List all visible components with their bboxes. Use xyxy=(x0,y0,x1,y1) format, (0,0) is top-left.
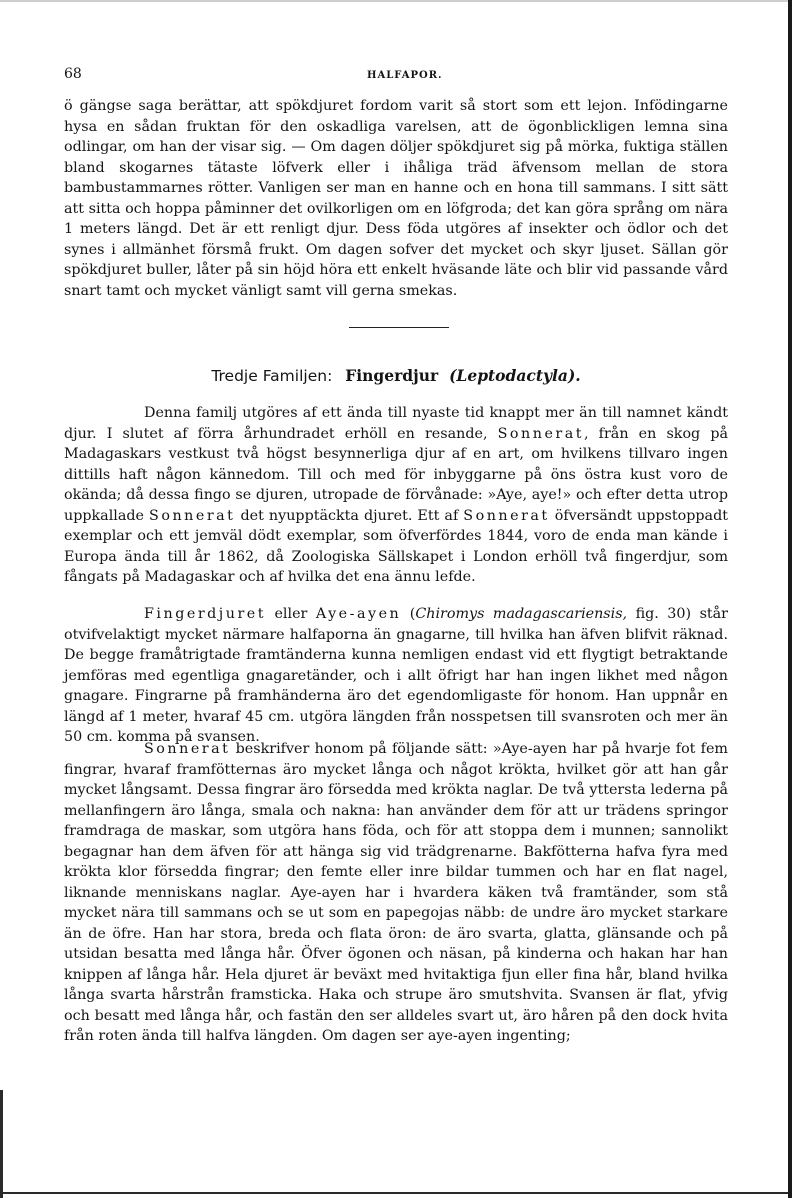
section-heading xyxy=(64,366,728,385)
running-head: HALFAPOR. xyxy=(367,70,443,81)
text-run: ( xyxy=(401,606,416,622)
person-name: Sonnerat xyxy=(497,425,585,442)
scan-edge-bottom xyxy=(0,1192,788,1194)
person-name: Sonnerat xyxy=(144,741,231,757)
page-number: 68 xyxy=(64,66,82,82)
person-name: Sonnerat xyxy=(149,507,236,524)
scan-edge-right xyxy=(788,0,792,1198)
species-name: Aye-ayen xyxy=(315,606,402,622)
section-latin-name: (Leptodactyla). xyxy=(449,366,581,385)
intro-paragraph: ö gängse saga berättar, att spökdjuret fordom varit så stort som ett lejon. Infödingarne hysa en sådan fruktan för den oskadliga varelsen, att de ögonblickligen lemna sina odlingar, om han der visar sig. — Om dagen döljer spökdjuret sig på mörka, fuktiga ställen bland skogarnes tätaste löfverk eller i ihåliga träd äfvensom mellan de stora bambustammarnes rötter. Vanligen ser man en hanne och en hona till sammans. I sitt sätt att sitta och hoppa påminner det ovilkorligen om en löfgroda; det kan göra språng om nära 1 meters längd. Det är ett renligt djur. Dess föda utgöres af insekter och ödlor och det synes i allmänhet försmå frukt. Om dagen sofver det mycket och skyr ljuset. Sällan gör spökdjuret buller, låter på sin höjd höra ett enkelt hväsande läte och blir vid passande vård snart tamt och mycket vänligt samt vill gerna smekas. xyxy=(64,98,728,299)
paragraph-2 xyxy=(64,604,728,748)
section-name: Fingerdjur xyxy=(345,366,439,385)
text-run: eller xyxy=(265,606,316,622)
text-run: öfversändt uppstoppadt exemplar och ett jemväl dödt exemplar, som öfverfördes 1844, voro de enda man kände i Europa ända till år 1862, då Zoologiska Sällskapet i London erhöll två fingerdjur, som fångats på Madagaskar och af hvilka det ena ännu lefde. xyxy=(64,507,728,585)
scan-edge-top xyxy=(0,0,792,2)
text-run: , från en skog på Madagaskars vestkust två högst besynnerliga djur af en art, om hvilkens tillvaro ingen dittills haft någon kännedom. Till och med för inbyggarne på öns östra kust voro de okända; då dessa fingo se djuren, utropade de förvånade: »Aye, aye!» och efter detta utrop uppkallade xyxy=(64,425,729,524)
text-run: fig. 30) står otvifvelaktigt mycket närmare halfaporna än gnagarne, till hvilka han äfven blifvit räknad. De begge framåtrigtade framtänderna kunna nemligen endast vid ett flygtigt betraktande jemföras med egentliga gnagaretänder, och i allt öfrigt har han ingen likhet med någon gnagare. Fingrarne på framhänderna äro det egendomligaste för honom. Han uppnår en längd af 1 meter, hvaraf 45 cm. utgöra längden från nosspetsen till svansroten och mer än 50 cm. komma på svansen. xyxy=(64,606,729,745)
text-run: beskrifver honom på följande sätt: »Aye-ayen har på hvarje fot fem fingrar, hvaraf framfötternas äro mycket långa och något krökta, hvilket gör att han går mycket långsamt. Dessa fingrar äro försedda med krökta naglar. De två yttersta lederna på mellanfingern äro långa, smala och nakna: han använder dem för att ur trädens springor framdraga de maskar, som utgöra hans föda, och för att stoppa dem i munnen; sannolikt begagnar han dem äfven för att hänga sig vid trädgrenarne. Bakfötterna hafva fyra med krökta klor försedda fingrar; den femte eller inre bildar tummen och har en flat nagel, liknande menniskans naglar. Aye-ayen har i hvardera käken två framtänder, som stå mycket nära till sammans och se ut som en papegojas näbb: de undre äro mycket starkare än de öfre. Han har stora, breda och flata öron: de äro svarta, glatta, glänsande och på utsidan besatta med långa hår. Öfver ögonen och näsan, på kinderna och hakan har han knippen af långa hår. Hela djuret är beväxt med hvitaktiga fjun eller fina hår, bland hvilka långa svarta hårstrån framsticka. Haka och strupe äro smutshvita. Svansen är flat, yfvig och besatt med långa hår, och fastän den ser alldeles svart ut, äro håren på den dock hvita från roten ända till halfva längden. Om dagen ser aye-ayen ingenting; xyxy=(64,741,728,1044)
text-run: Denna familj utgöres af ett ända till nyaste tid knappt mer än till namnet kändt djur. I slutet af förra århundradet erhöll en resande, xyxy=(64,405,728,442)
section-label: Tredje Familjen: xyxy=(211,367,333,385)
paragraph-3 xyxy=(64,739,728,1047)
paragraph-1 xyxy=(64,403,728,588)
person-name: Sonnerat xyxy=(463,507,550,524)
section-divider xyxy=(349,327,449,328)
species-name: Fingerdjuret xyxy=(144,606,266,622)
latin-name: Chiromys madagascariensis, xyxy=(415,606,628,622)
scan-edge-left xyxy=(0,1090,3,1198)
text-run: det nyupptäckta djuret. Ett af xyxy=(235,507,464,524)
